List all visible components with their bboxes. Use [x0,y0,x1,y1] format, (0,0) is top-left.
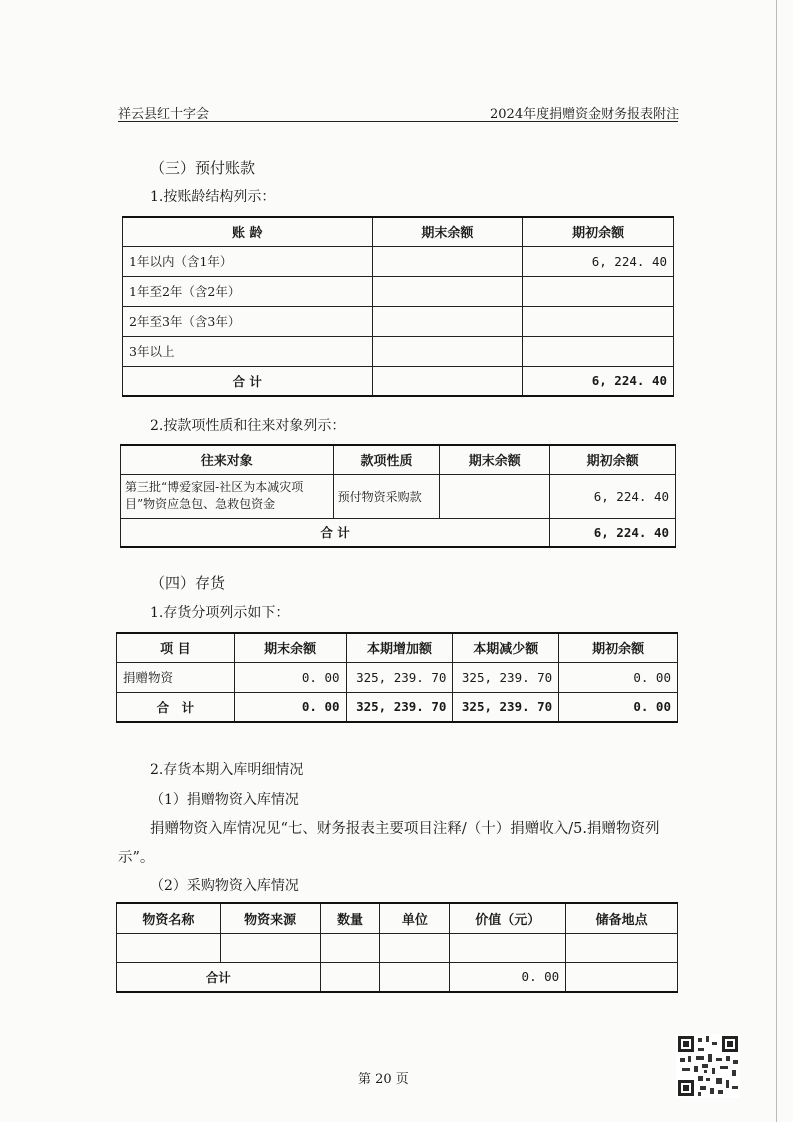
purchase-table [116,902,678,993]
col-end-balance: 期末余额 [440,445,550,474]
table-row: 第三批“博爱家园-社区为本减灾项目”物资应急包、急救包资金 预付物资采购款 6, 224. 40 [121,474,676,518]
page-edge-line [776,0,777,1122]
page-number: 第 20 页 [358,1072,409,1087]
col-material-source: 物资来源 [220,903,320,933]
col-quantity: 数量 [320,903,380,933]
section3-sub2: 2.按款项性质和往来对象列示： [150,418,346,434]
col-end-balance: 期末余额 [372,217,523,246]
total-row: 合 计 6, 224. 40 [121,518,676,547]
table-row: 1年至2年（含2年） [123,276,674,306]
item2-title: （2）采购物资入库情况 [150,878,299,894]
header-rule [118,121,678,122]
col-counterparty: 往来对象 [121,445,334,474]
col-increase: 本期增加额 [346,633,453,662]
aging-table [122,216,674,397]
col-unit: 单位 [380,903,450,933]
header-doc-title: 2024年度捐赠资金财务报表附注 [490,107,680,122]
table-row: 1年以内（含1年） 6, 224. 40 [123,246,674,276]
col-begin-balance: 期初余额 [550,445,676,474]
col-end-balance: 期末余额 [234,633,346,662]
table-row [117,933,678,962]
col-nature: 款项性质 [333,445,440,474]
section4-sub2: 2.存货本期入库明细情况 [150,762,304,778]
col-aging: 账 龄 [123,217,373,246]
col-material-name: 物资名称 [117,903,221,933]
total-row: 合 计 6, 224. 40 [123,366,674,396]
col-begin-balance: 期初余额 [523,217,674,246]
table-row: 捐赠物资 0. 00 325, 239. 70 325, 239. 70 0. 00 [117,662,678,692]
col-value: 价值（元） [450,903,566,933]
section4-title: （四）存货 [150,574,226,592]
section4-sub1: 1.存货分项列示如下： [150,605,290,621]
item1-text: 捐赠物资入库情况见“七、财务报表主要项目注释/（十）捐赠收入/5.捐赠物资列示”。 [118,821,660,866]
col-decrease: 本期减少额 [453,633,559,662]
inventory-table [116,632,678,723]
col-storage: 储备地点 [566,903,678,933]
header-org: 祥云县红十字会 [118,107,210,122]
table-row: 2年至3年（含3年） [123,306,674,336]
section3-title: （三）预付账款 [150,159,256,177]
table-row: 3年以上 [123,336,674,366]
section3-sub1: 1.按账龄结构列示： [150,189,276,205]
col-begin-balance: 期初余额 [559,633,678,662]
col-item: 项 目 [117,633,235,662]
counterparty-table [120,444,676,548]
total-row: 合计 0. 00 [117,962,678,992]
total-row: 合 计 0. 00 325, 239. 70 325, 239. 70 0. 00 [117,692,678,722]
qr-code-icon [676,1034,740,1098]
item1-title: （1）捐赠物资入库情况 [150,792,299,808]
